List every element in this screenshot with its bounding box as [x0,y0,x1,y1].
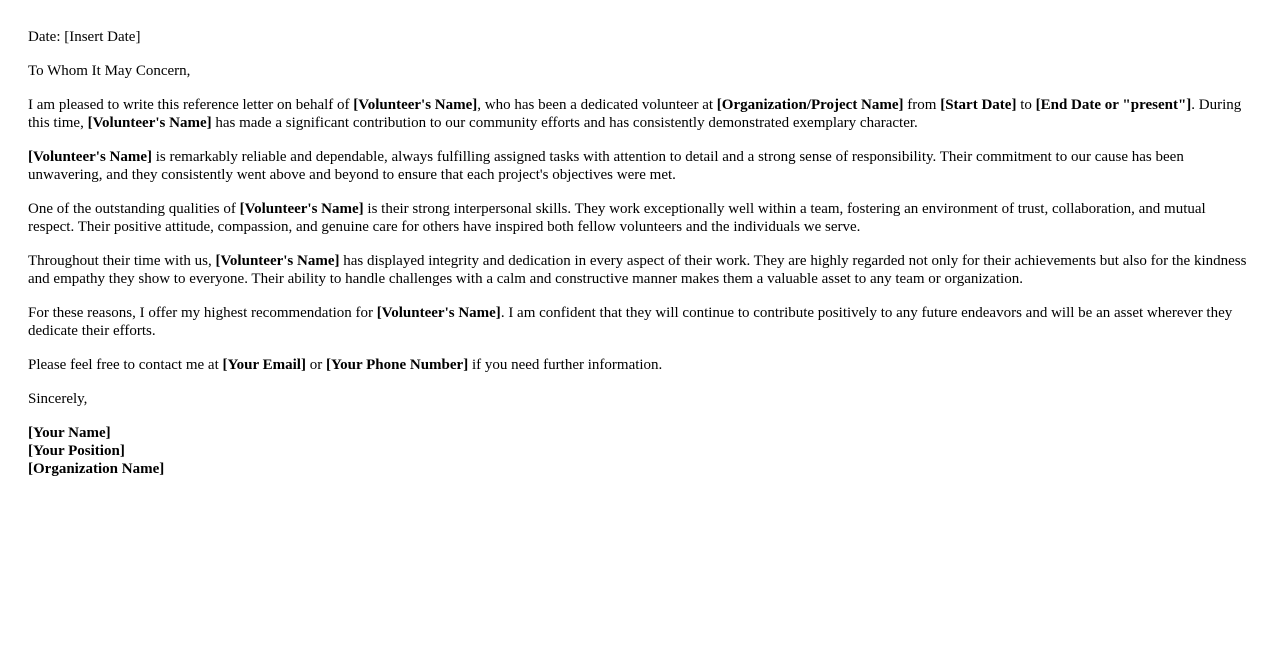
text-run: I am pleased to write this reference letter on behalf of [28,97,354,113]
signature-name [28,424,1250,442]
text-run: if you need further information. [468,357,663,373]
phone-number-placeholder: [Your Phone Number] [325,357,469,373]
salutation: To Whom It May Concern, [28,63,191,79]
paragraph-recommendation [28,304,1250,340]
signature-position [28,442,1250,460]
text-run: has displayed integrity and dedication in every aspect of their work. They are highly regarded not only for their achievements but also for the kindness and empathy they show to everyone. Their ability to handle challenges with a calm and constructive manner makes them a valuable asset to any team or organization. [28,253,1247,287]
text-run: For these reasons, I offer my highest recommendation for [28,305,377,321]
organization-name-placeholder: [Organization Name] [28,461,165,477]
paragraph-integrity [28,252,1250,288]
your-name-placeholder: [Your Name] [28,425,111,441]
paragraph-introduction [28,96,1250,132]
signature-block [28,424,1250,478]
volunteer-name-placeholder: [Volunteer's Name] [28,149,153,165]
organization-project-placeholder: [Organization/Project Name] [716,97,904,113]
text-run: . I am confident that they will continue to contribute positively to any future endeavors and will be an asset wherever they dedicate their efforts. [28,305,1233,339]
text-run: from [903,97,941,113]
text-run: to [1016,97,1036,113]
signature-organization [28,460,1250,478]
text-run: or [305,357,326,373]
paragraph-contact [28,356,1250,374]
volunteer-name-placeholder: [Volunteer's Name] [376,305,501,321]
volunteer-name-placeholder: [Volunteer's Name] [87,115,212,131]
email-placeholder: [Your Email] [222,357,306,373]
date-line: Date: [Insert Date] [28,29,141,45]
closing: Sincerely, [28,391,88,407]
volunteer-name-placeholder: [Volunteer's Name] [215,253,340,269]
text-run: Please feel free to contact me at [28,357,223,373]
text-run: . During this time, [28,97,1242,131]
text-run: Throughout their time with us, [28,253,216,269]
text-run: is remarkably reliable and dependable, always fulfilling assigned tasks with attention to detail and a strong sense of responsibility. Their commitment to our cause has been unwavering, and they consistently went above and beyond to ensure that each project's objectives were met. [28,149,1184,183]
paragraph-reliability [28,148,1250,184]
volunteer-name-placeholder: [Volunteer's Name] [353,97,478,113]
text-run: , who has been a dedicated volunteer at [477,97,717,113]
text-run: One of the outstanding qualities of [28,201,240,217]
text-run: has made a significant contribution to our community efforts and has consistently demonstrated exemplary character. [211,115,918,131]
volunteer-name-placeholder: [Volunteer's Name] [239,201,364,217]
your-position-placeholder: [Your Position] [28,443,125,459]
text-run: is their strong interpersonal skills. They work exceptionally well within a team, fostering an environment of trust, collaboration, and mutual respect. Their positive attitude, compassion, and genuine care for others have inspired both fellow volunteers and the individuals we serve. [28,201,1206,235]
end-date-placeholder: [End Date or "present"] [1035,97,1192,113]
paragraph-interpersonal [28,200,1250,236]
start-date-placeholder: [Start Date] [940,97,1017,113]
